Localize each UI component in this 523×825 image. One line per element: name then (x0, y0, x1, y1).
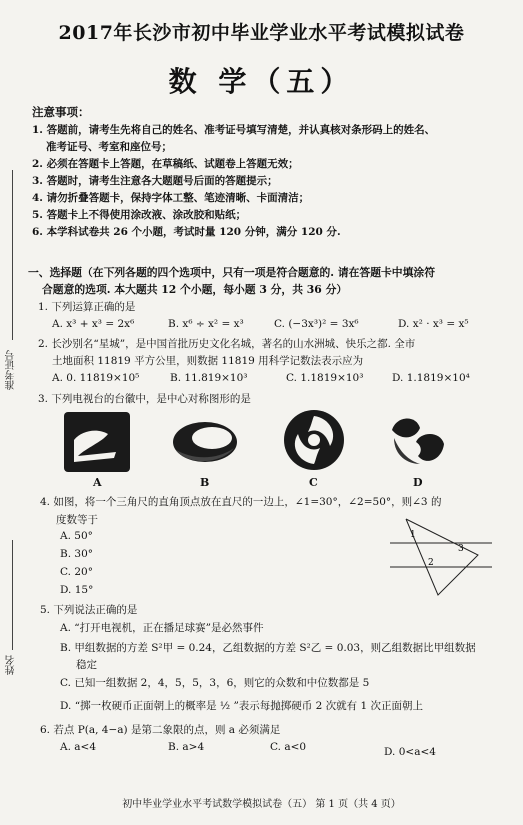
tv-logo-a-image (64, 412, 130, 472)
logo-label: C (309, 476, 318, 489)
question-1-stem: 1. 下列运算正确的是 (38, 301, 136, 313)
angle-3-label: 3 (458, 544, 464, 554)
q1-option-b: B. x⁶ ÷ x² = x³ (168, 318, 244, 330)
tv-logo-d-image (386, 412, 450, 470)
q5-option-a: A. “打开电视机，正在播足球赛”是必然事件 (60, 622, 264, 634)
logo-label: D (413, 476, 423, 489)
note-item: 5. 答题卡上不得使用涂改液、涂改胶和贴纸； (32, 209, 247, 221)
exam-title: 2017年长沙市初中毕业学业水平考试模拟试卷 (58, 22, 465, 44)
q5-option-d: D. “掷一枚硬币正面朝上的概率是 ½ ”表示每抛掷硬币 2 次就有 1 次正面朝上 (60, 700, 424, 712)
q4-option-c: C. 20° (60, 566, 93, 578)
q1-option-c: C. (−3x³)² = 3x⁶ (274, 318, 359, 330)
logo-label: B (200, 476, 210, 489)
q4-option-d: D. 15° (60, 584, 94, 596)
logo-label: A (93, 476, 102, 489)
tv-logo-b-image (170, 414, 240, 470)
section-line: 一、选择题（在下列各题的四个选项中，只有一项是符合题意的. 请在答题卡中填涂符 (28, 266, 435, 279)
q6-option-a: A. a<4 (60, 741, 96, 753)
question-3-stem: 3. 下列电视台的台徽中，是中心对称图形的是 (38, 393, 251, 405)
section-line: 合题意的选项. 本大题共 12 个小题，每小题 3 分，共 36 分） (42, 283, 348, 296)
page-footer: 初中毕业学业水平考试数学模拟试卷（五） 第 1 页（共 4 页） (122, 799, 401, 810)
question-6-stem: 6. 若点 P(a, 4−a) 是第二象限的点，则 a 必须满足 (40, 724, 281, 736)
note-item: 1. 答题前，请考生先将自己的姓名、准考证号填写清楚，并认真核对条形码上的姓名、 (32, 124, 436, 136)
q1-option-a: A. x³ + x³ = 2x⁶ (52, 318, 135, 330)
q2-option-d: D. 1.1819×10⁴ (392, 372, 470, 384)
ruler-triangle-figure (386, 515, 496, 597)
angle-1-label: 1 (410, 530, 416, 540)
question-4-stem-2: 度数等于 (56, 514, 98, 526)
q5-option-b-1: B. 甲组数据的方差 S²甲 = 0.24，乙组数据的方差 S²乙 = 0.03，则乙组数据比甲组数据 (60, 642, 476, 654)
exam-id-line (12, 170, 13, 340)
q6-option-d: D. 0<a<4 (384, 746, 436, 758)
q5-option-b-2: 稳定 (76, 659, 97, 671)
q2-option-c: C. 1.1819×10³ (286, 372, 364, 384)
tv-logo-c-image (282, 408, 346, 472)
q2-option-b: B. 11.819×10³ (170, 372, 248, 384)
name-label: 姓名 (6, 655, 17, 675)
question-4-stem-1: 4. 如图，将一个三角尺的直角顶点放在直尺的一边上，∠1=30°，∠2=50°，则∠3 的 (40, 496, 442, 508)
angle-2-label: 2 (428, 558, 434, 568)
q5-option-c: C. 已知一组数据 2，4，5，5，3，6，则它的众数和中位数都是 5 (60, 677, 370, 689)
note-item: 准考证号、考室和座位号； (46, 141, 172, 153)
question-2-stem-2: 土地面积 11819 平方公里，则数据 11819 用科学记数法表示应为 (52, 355, 364, 367)
name-line (12, 540, 13, 650)
q6-option-b: B. a>4 (168, 741, 205, 753)
note-item: 2. 必须在答题卡上答题，在草稿纸、试题卷上答题无效； (32, 158, 299, 170)
question-2-stem-1: 2. 长沙别名“星城”，是中国首批历史文化名城，著名的山水洲城、快乐之都. 全市 (38, 338, 416, 350)
q2-option-a: A. 0. 11819×10⁵ (52, 372, 140, 384)
question-5-stem: 5. 下列说法正确的是 (40, 604, 138, 616)
note-item: 4. 请勿折叠答题卡，保持字体工整、笔迹清晰、卡面清洁； (32, 192, 310, 204)
notes-heading: 注意事项： (32, 105, 90, 119)
note-item: 3. 答题时，请考生注意各大题题号后面的答题提示； (32, 175, 278, 187)
notes-list (32, 122, 502, 241)
subject-title: 数 学（五） (168, 65, 355, 98)
q4-option-a: A. 50° (60, 530, 93, 542)
exam-id-label: 准考证号 (6, 350, 17, 390)
q6-option-c: C. a<0 (270, 741, 307, 753)
q4-option-b: B. 30° (60, 548, 94, 560)
note-item: 6. 本学科试卷共 26 个小题，考试时量 120 分钟，满分 120 分. (32, 226, 341, 238)
q1-option-d: D. x² · x³ = x⁵ (398, 318, 469, 330)
section-instructions (28, 264, 498, 298)
